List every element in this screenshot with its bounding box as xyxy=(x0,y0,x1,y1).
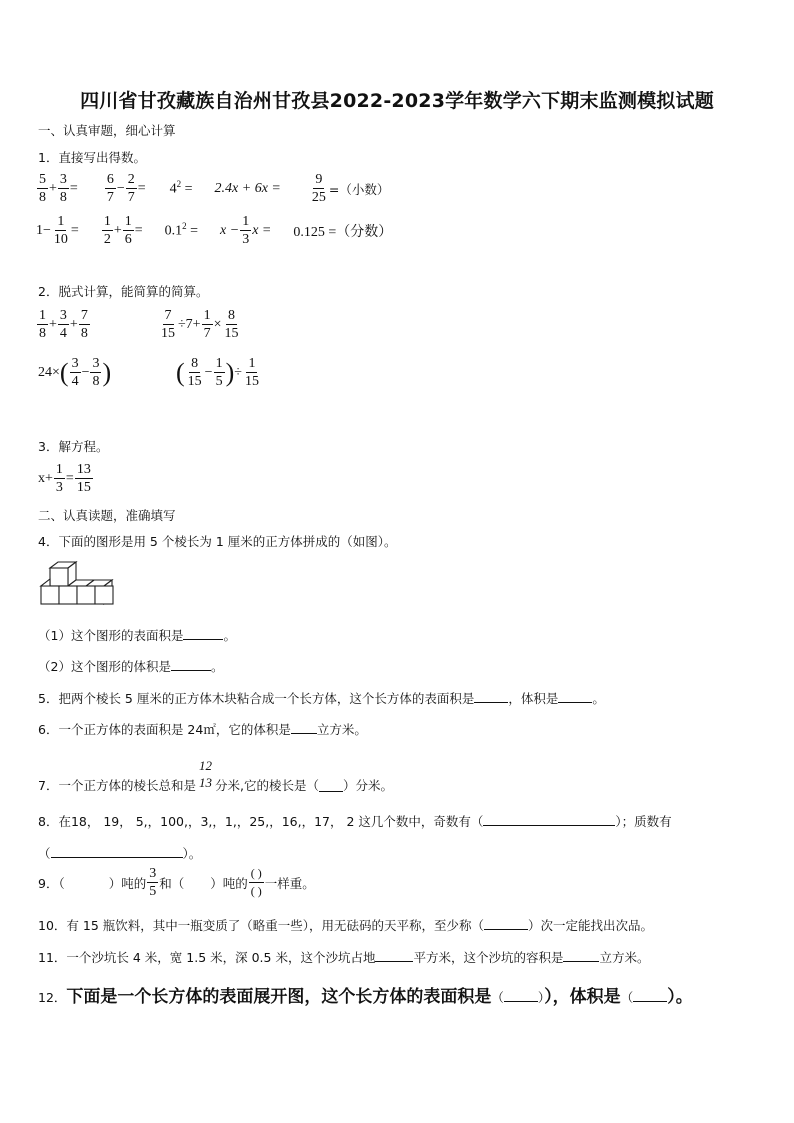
q7: 7．一个正方体的棱长总和是 12 13 分米,它的棱长是（ ）分米。 xyxy=(38,758,393,793)
section-2-heading: 二、认真读题，准确填写 xyxy=(38,508,176,523)
q11: 11．一个沙坑长 4 米，宽 1.5 米，深 0.5 米，这个沙坑占地 平方米，这个沙坑的容积是 立方米。 xyxy=(38,950,650,965)
fraction: 6 7 xyxy=(106,172,114,205)
q2-expr-3: 24× ( 3 4 − $\frac{3}{8}$ ) xyxy=(38,356,112,389)
fraction: $\frac{1}{10}$ xyxy=(53,214,68,247)
q8-line-2: （ ）。 xyxy=(38,846,202,861)
q2-expr-2: $\frac{7}{15}$ ÷7+ $\frac{1}{7}$ × $\frac{8}{15}$ xyxy=(161,308,239,341)
q3-label: 3．解方程。 xyxy=(38,439,109,454)
q1-row2: 1− $\frac{1}{10}$ = 1 2 + $\frac{1}{6}$ = $0.1^2$ = x − $\frac{1}{3}$ x = 0.125 =（分数） xyxy=(36,214,393,247)
fraction: $\frac{9}{25}$ xyxy=(311,172,326,205)
page-title: 四川省甘孜藏族自治州甘孜县2022-2023学年数学六下期末监测模拟试题 xyxy=(80,90,714,112)
q2-label: 2．脱式计算，能简算的简算。 xyxy=(38,284,209,299)
decimal-to-fraction: 0.125 =（分数） xyxy=(293,224,393,240)
q4-label: 4．下面的图形是用 5 个棱长为 1 厘米的正方体拼成的（如图）。 xyxy=(38,534,397,549)
fraction: 1 2 xyxy=(103,214,111,247)
q5: 5．把两个棱长 5 厘米的正方体木块粘合成一个长方体，这个长方体的表面积是 ，体积是 。 xyxy=(38,691,605,706)
q4-sub-1: （1）这个图形的表面积是 。 xyxy=(38,628,236,643)
algebra-expr: 2.4x + 6x = xyxy=(214,180,281,196)
fraction: $\frac{1}{6}$ xyxy=(124,214,132,247)
q4-sub-2: （2）这个图形的体积是 。 xyxy=(38,659,224,674)
q3-equation: x+ $\frac{1}{3}$ = $\frac{13}{15}$ xyxy=(38,462,91,495)
fraction: 5 8 xyxy=(39,172,46,205)
q12: 12．下面是一个长方体的表面展开图，这个长方体的表面积是（ ）），体积是（ ）。 xyxy=(38,987,693,1007)
q2-expr-1: 1 8 + $\frac{3}{4}$ + $\frac{7}{8}$ xyxy=(39,308,88,341)
power-expr: $0.1^2$ = xyxy=(164,221,199,239)
q1-label: 1．直接写出得数。 xyxy=(38,150,146,165)
q9: 9．（ ）吨的 3 5 和（ ）吨的 ( ) ( ) 一样重。 xyxy=(38,866,315,899)
power-expr: $4^2$ = xyxy=(169,179,193,197)
fraction: $\frac{1}{3}$ xyxy=(242,214,250,247)
q8-line-1: 8．在18， 19， 5,，100,，3,，1,，25,，16,，17， 2 这几个数中，奇数有（ ）；质数有 xyxy=(38,814,672,829)
q2-expr-4: ( 8 15 − $\frac{1}{5}$ ) ÷ $\frac{1}{15}$ xyxy=(176,356,259,389)
q1-row1: 5 8 + $\frac{3}{8}$ = 6 7 − $\frac{2}{7}$ = $4^2$ = 2.4x + 6x = $\frac{9}{25}$ =（小数） xyxy=(39,172,390,205)
fraction: $\frac{2}{7}$ xyxy=(127,172,135,205)
q6: 6．一个正方体的表面积是 24㎡，它的体积是 立方米。 xyxy=(38,722,367,737)
q10: 10．有 15 瓶饮料，其中一瓶变质了（略重一些），用无砝码的天平称，至少称（ ）次一定能找出次品。 xyxy=(38,918,654,933)
cube-figure xyxy=(38,560,118,614)
fraction: $\frac{3}{8}$ xyxy=(59,172,67,205)
section-1-heading: 一、认真审题，细心计算 xyxy=(38,123,176,138)
